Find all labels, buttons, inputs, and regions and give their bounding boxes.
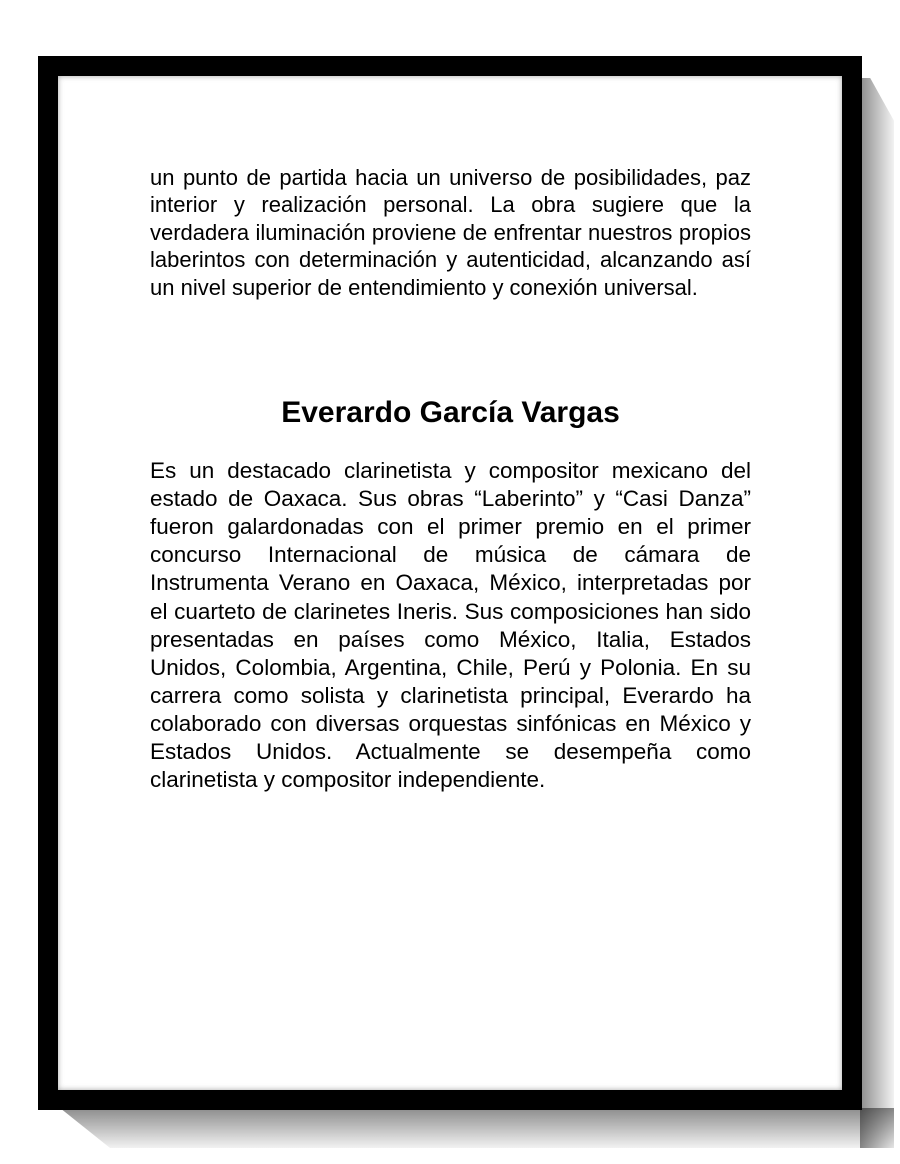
picture-frame — [38, 56, 862, 1110]
page-content — [150, 164, 751, 794]
document-page — [58, 76, 842, 1090]
intro-paragraph: un punto de partida hacia un universo de posibilidades, paz interior y realización personal. La obra sugiere que la verdadera iluminación proviene de enfrentar nuestros propios laberintos con determinación y autenticidad, alcanzando así un nivel superior de entendimiento y conexión universal. — [150, 165, 751, 300]
frame-shadow-bottom — [60, 1108, 894, 1148]
page-heading: Everardo García Vargas — [281, 396, 620, 430]
bio-paragraph: Es un destacado clarinetista y compositor mexicano del estado de Oaxaca. Sus obras “Laberinto” y “Casi Danza” fueron galardonadas con el primer premio en el primer concurso Internacional de música de cámara de Instrumenta Verano en Oaxaca, México, interpretadas por el cuarteto de clarinetes Ineris. Sus composiciones han sido presentadas en países como México, Italia, Estados Unidos, Colombia, Argentina, Chile, Perú y Polonia. En su carrera como solista y clarinetista principal, Everardo ha colaborado con diversas orquestas sinfónicas en México y Estados Unidos. Actualmente se desempeña como clarinetista y compositor independiente. — [150, 458, 751, 793]
frame-shadow-right — [860, 78, 894, 1148]
